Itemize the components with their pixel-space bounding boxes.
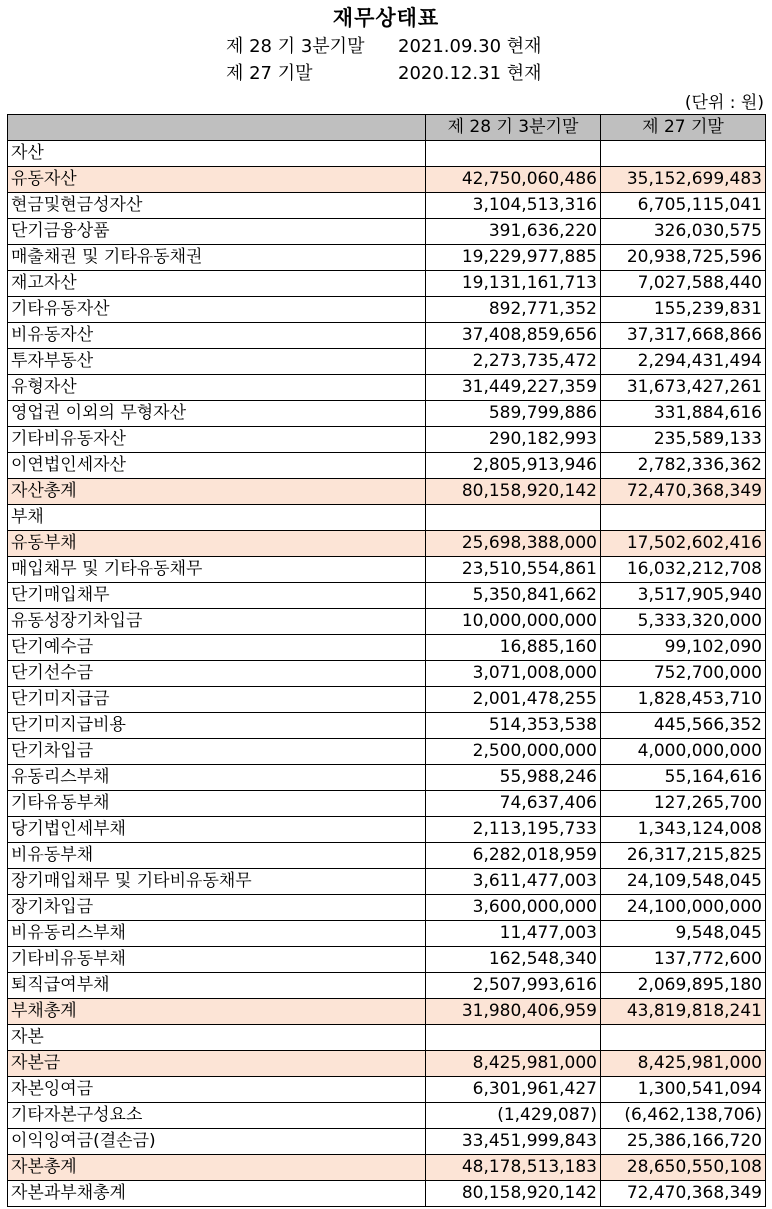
account-name: 이연법인세자산	[8, 453, 426, 479]
table-row	[8, 583, 766, 609]
header-current-period: 제 28 기 3분기말	[426, 115, 601, 141]
table-row	[8, 531, 766, 557]
account-name: 퇴직급여부채	[8, 973, 426, 999]
table-row	[8, 1181, 766, 1207]
current-period-value: 5,350,841,662	[426, 583, 601, 609]
current-period-value: 2,805,913,946	[426, 453, 601, 479]
current-period-value: 37,408,859,656	[426, 323, 601, 349]
current-period-value: 42,750,060,486	[426, 167, 601, 193]
table-row	[8, 375, 766, 401]
prior-period-value: 1,300,541,094	[601, 1077, 766, 1103]
table-row	[8, 297, 766, 323]
account-name: 유동부채	[8, 531, 426, 557]
table-row	[8, 609, 766, 635]
table-row	[8, 349, 766, 375]
account-name: 매출채권 및 기타유동채권	[8, 245, 426, 271]
prior-period-value: 5,333,320,000	[601, 609, 766, 635]
current-period-value: 2,273,735,472	[426, 349, 601, 375]
unit-label: (단위 : 원)	[684, 93, 764, 113]
prior-period-value: 752,700,000	[601, 661, 766, 687]
current-period-value: 2,001,478,255	[426, 687, 601, 713]
prior-period-value: 137,772,600	[601, 947, 766, 973]
account-name: 매입채무 및 기타유동채무	[8, 557, 426, 583]
prior-period-value: 3,517,905,940	[601, 583, 766, 609]
prior-period-value: 24,100,000,000	[601, 895, 766, 921]
current-period-value	[426, 505, 601, 531]
account-name: 단기선수금	[8, 661, 426, 687]
current-period-value: 6,282,018,959	[426, 843, 601, 869]
table-row	[8, 141, 766, 167]
table-row	[8, 1077, 766, 1103]
current-period-value: 290,182,993	[426, 427, 601, 453]
table-row	[8, 765, 766, 791]
prior-period-value: 2,294,431,494	[601, 349, 766, 375]
prior-period-value: 17,502,602,416	[601, 531, 766, 557]
prior-period-value: 155,239,831	[601, 297, 766, 323]
prior-period-value: 445,566,352	[601, 713, 766, 739]
period-current-label: 제 28 기 3분기말	[226, 36, 365, 57]
table-row	[8, 505, 766, 531]
table-row	[8, 843, 766, 869]
prior-period-value: 326,030,575	[601, 219, 766, 245]
prior-period-value: 25,386,166,720	[601, 1129, 766, 1155]
account-name: 단기차입금	[8, 739, 426, 765]
table-row	[8, 219, 766, 245]
current-period-value: 74,637,406	[426, 791, 601, 817]
table-row	[8, 323, 766, 349]
account-name: 단기금융상품	[8, 219, 426, 245]
account-name: 투자부동산	[8, 349, 426, 375]
prior-period-value: 2,069,895,180	[601, 973, 766, 999]
prior-period-value: 16,032,212,708	[601, 557, 766, 583]
prior-period-value: 55,164,616	[601, 765, 766, 791]
current-period-value: 11,477,003	[426, 921, 601, 947]
table-row	[8, 661, 766, 687]
table-row	[8, 999, 766, 1025]
table-row	[8, 1051, 766, 1077]
prior-period-value	[601, 505, 766, 531]
current-period-value: (1,429,087)	[426, 1103, 601, 1129]
table-row	[8, 193, 766, 219]
account-name: 유동리스부채	[8, 765, 426, 791]
prior-period-value: 1,343,124,008	[601, 817, 766, 843]
account-name: 유동자산	[8, 167, 426, 193]
current-period-value: 162,548,340	[426, 947, 601, 973]
prior-period-value: 26,317,215,825	[601, 843, 766, 869]
period-current-date: 2021.09.30 현재	[398, 36, 542, 57]
table-header-row	[8, 115, 766, 141]
account-name: 유동성장기차입금	[8, 609, 426, 635]
current-period-value: 31,449,227,359	[426, 375, 601, 401]
current-period-value: 80,158,920,142	[426, 479, 601, 505]
prior-period-value: 24,109,548,045	[601, 869, 766, 895]
table-row	[8, 479, 766, 505]
account-name: 자산	[8, 141, 426, 167]
current-period-value: 55,988,246	[426, 765, 601, 791]
table-row	[8, 245, 766, 271]
prior-period-value: 31,673,427,261	[601, 375, 766, 401]
account-name: 기타비유동자산	[8, 427, 426, 453]
table-row	[8, 557, 766, 583]
current-period-value: 3,071,008,000	[426, 661, 601, 687]
prior-period-value: 331,884,616	[601, 401, 766, 427]
table-row	[8, 453, 766, 479]
account-name: 비유동리스부채	[8, 921, 426, 947]
prior-period-value: 4,000,000,000	[601, 739, 766, 765]
account-name: 장기매입채무 및 기타비유동채무	[8, 869, 426, 895]
statement-title: 재무상태표	[332, 6, 440, 30]
account-name: 재고자산	[8, 271, 426, 297]
current-period-value: 48,178,513,183	[426, 1155, 601, 1181]
account-name: 장기차입금	[8, 895, 426, 921]
current-period-value: 10,000,000,000	[426, 609, 601, 635]
current-period-value: 391,636,220	[426, 219, 601, 245]
current-period-value: 31,980,406,959	[426, 999, 601, 1025]
prior-period-value	[601, 141, 766, 167]
current-period-value: 514,353,538	[426, 713, 601, 739]
current-period-value: 23,510,554,861	[426, 557, 601, 583]
prior-period-value: 7,027,588,440	[601, 271, 766, 297]
account-name: 기타유동부채	[8, 791, 426, 817]
header-account	[8, 115, 426, 141]
table-row	[8, 739, 766, 765]
table-row	[8, 921, 766, 947]
table-row	[8, 1155, 766, 1181]
account-name: 단기예수금	[8, 635, 426, 661]
table-row	[8, 947, 766, 973]
table-row	[8, 1103, 766, 1129]
current-period-value: 19,229,977,885	[426, 245, 601, 271]
current-period-value: 3,611,477,003	[426, 869, 601, 895]
account-name: 자본총계	[8, 1155, 426, 1181]
current-period-value: 2,507,993,616	[426, 973, 601, 999]
account-name: 자본과부채총계	[8, 1181, 426, 1207]
table-row	[8, 973, 766, 999]
prior-period-value: 20,938,725,596	[601, 245, 766, 271]
prior-period-value: 2,782,336,362	[601, 453, 766, 479]
period-prior-label: 제 27 기말	[226, 63, 313, 84]
account-name: 자본금	[8, 1051, 426, 1077]
balance-sheet-table	[7, 114, 766, 1207]
current-period-value: 3,104,513,316	[426, 193, 601, 219]
account-name: 단기매입채무	[8, 583, 426, 609]
account-name: 자본	[8, 1025, 426, 1051]
account-name: 당기법인세부채	[8, 817, 426, 843]
prior-period-value: 72,470,368,349	[601, 479, 766, 505]
current-period-value: 2,500,000,000	[426, 739, 601, 765]
table-row	[8, 791, 766, 817]
prior-period-value: 43,819,818,241	[601, 999, 766, 1025]
prior-period-value: 1,828,453,710	[601, 687, 766, 713]
account-name: 자산총계	[8, 479, 426, 505]
account-name: 현금및현금성자산	[8, 193, 426, 219]
account-name: 기타자본구성요소	[8, 1103, 426, 1129]
current-period-value: 589,799,886	[426, 401, 601, 427]
account-name: 유형자산	[8, 375, 426, 401]
account-name: 기타유동자산	[8, 297, 426, 323]
current-period-value: 3,600,000,000	[426, 895, 601, 921]
account-name: 기타비유동부채	[8, 947, 426, 973]
prior-period-value: 235,589,133	[601, 427, 766, 453]
account-name: 영업권 이외의 무형자산	[8, 401, 426, 427]
prior-period-value: 127,265,700	[601, 791, 766, 817]
current-period-value: 33,451,999,843	[426, 1129, 601, 1155]
table-body	[8, 141, 766, 1207]
current-period-value: 16,885,160	[426, 635, 601, 661]
account-name: 단기미지급비용	[8, 713, 426, 739]
table-row	[8, 1129, 766, 1155]
table-row	[8, 869, 766, 895]
table-row	[8, 401, 766, 427]
current-period-value: 80,158,920,142	[426, 1181, 601, 1207]
table-row	[8, 167, 766, 193]
prior-period-value	[601, 1025, 766, 1051]
table-row	[8, 895, 766, 921]
current-period-value: 8,425,981,000	[426, 1051, 601, 1077]
prior-period-value: 99,102,090	[601, 635, 766, 661]
current-period-value: 2,113,195,733	[426, 817, 601, 843]
table-row	[8, 817, 766, 843]
current-period-value	[426, 1025, 601, 1051]
prior-period-value: 72,470,368,349	[601, 1181, 766, 1207]
table-row	[8, 713, 766, 739]
table-row	[8, 687, 766, 713]
prior-period-value: 28,650,550,108	[601, 1155, 766, 1181]
current-period-value	[426, 141, 601, 167]
table-row	[8, 635, 766, 661]
account-name: 비유동부채	[8, 843, 426, 869]
current-period-value: 19,131,161,713	[426, 271, 601, 297]
prior-period-value: 35,152,699,483	[601, 167, 766, 193]
current-period-value: 892,771,352	[426, 297, 601, 323]
table-row	[8, 1025, 766, 1051]
prior-period-value: (6,462,138,706)	[601, 1103, 766, 1129]
account-name: 부채총계	[8, 999, 426, 1025]
table-row	[8, 271, 766, 297]
current-period-value: 25,698,388,000	[426, 531, 601, 557]
prior-period-value: 9,548,045	[601, 921, 766, 947]
account-name: 비유동자산	[8, 323, 426, 349]
prior-period-value: 6,705,115,041	[601, 193, 766, 219]
header-prior-period: 제 27 기말	[601, 115, 766, 141]
prior-period-value: 37,317,668,866	[601, 323, 766, 349]
account-name: 이익잉여금(결손금)	[8, 1129, 426, 1155]
current-period-value: 6,301,961,427	[426, 1077, 601, 1103]
account-name: 단기미지급금	[8, 687, 426, 713]
prior-period-value: 8,425,981,000	[601, 1051, 766, 1077]
table-row	[8, 427, 766, 453]
period-prior-date: 2020.12.31 현재	[398, 63, 542, 84]
account-name: 자본잉여금	[8, 1077, 426, 1103]
account-name: 부채	[8, 505, 426, 531]
